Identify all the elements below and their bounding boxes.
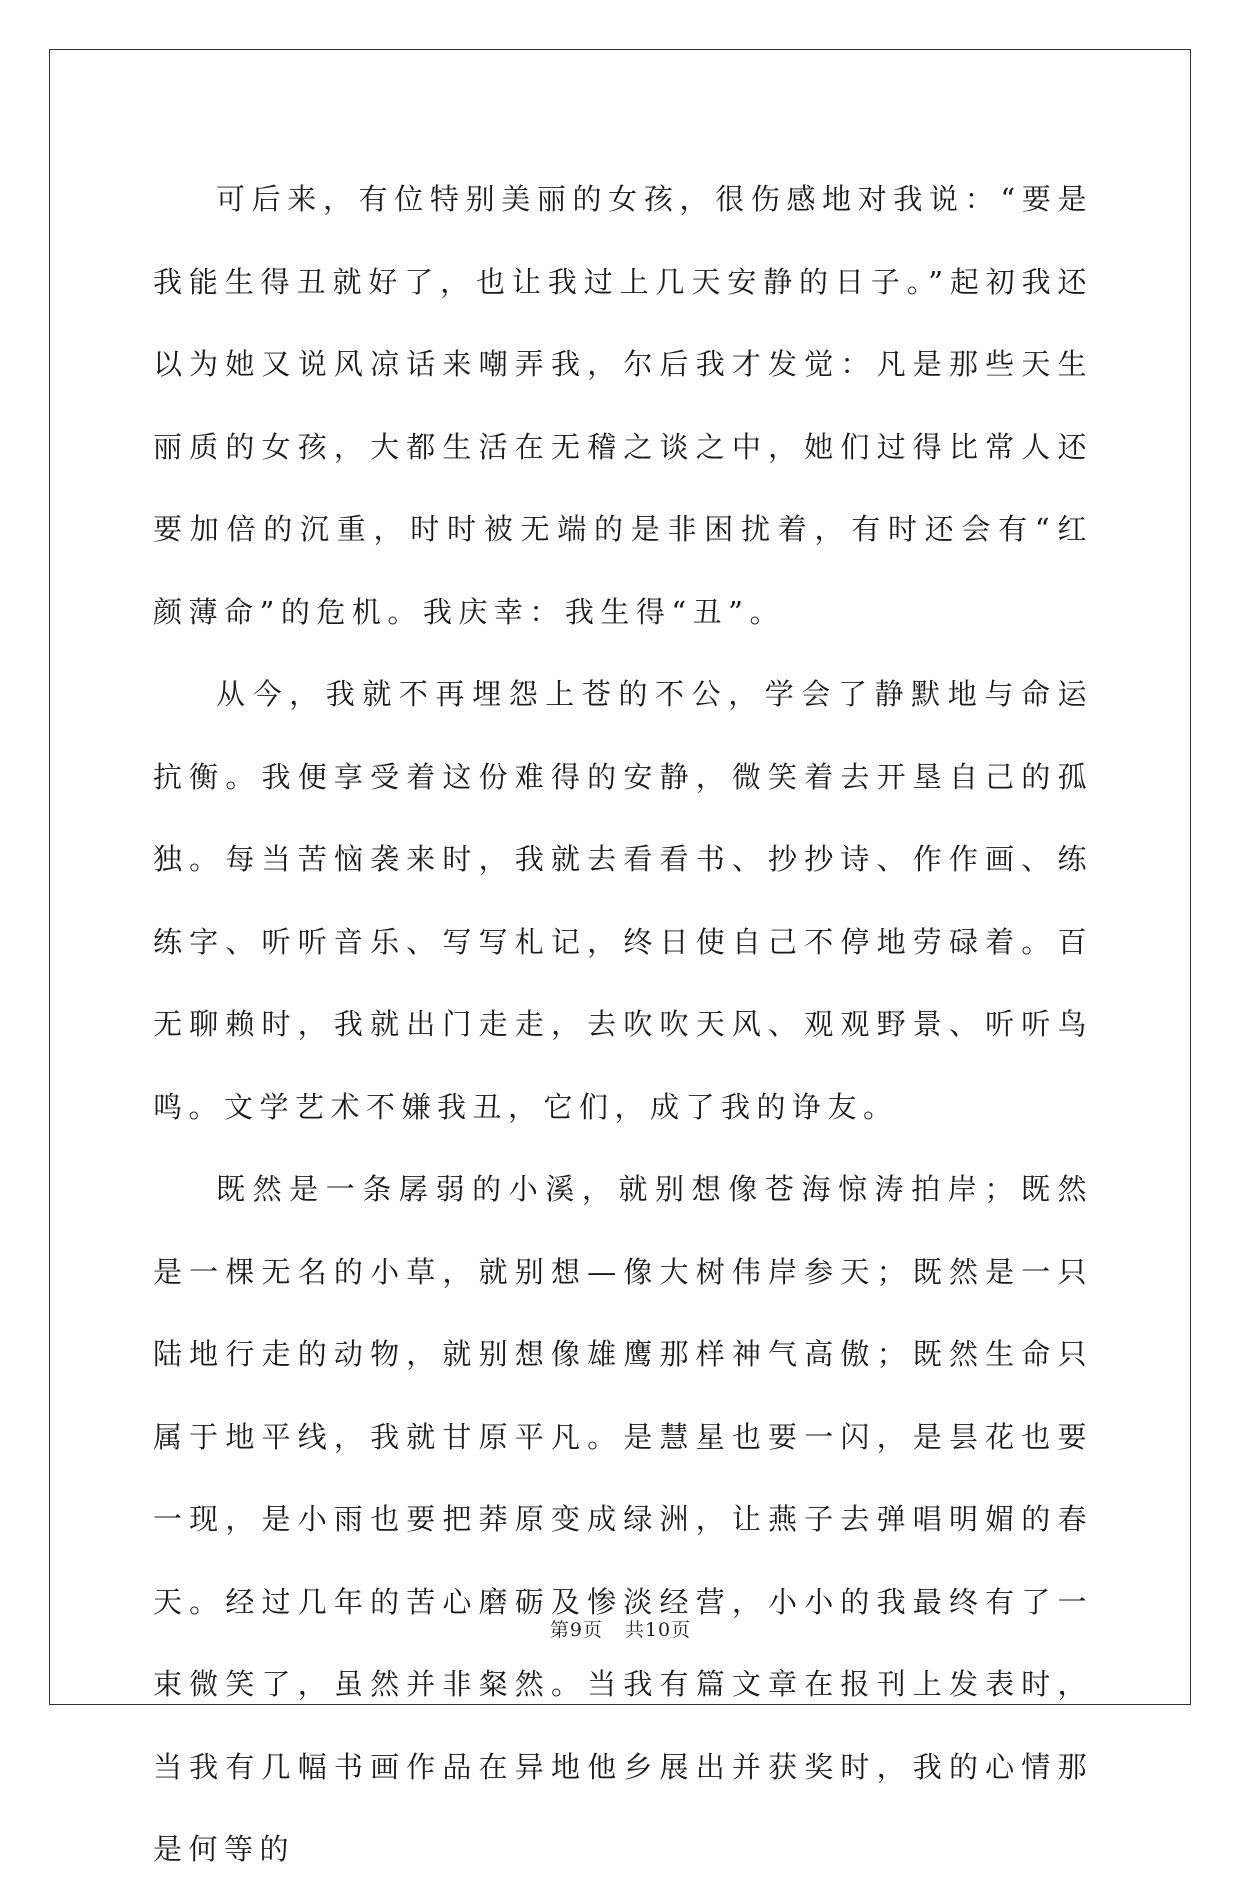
paragraph: 从今，我就不再埋怨上苍的不公，学会了静默地与命运抗衡。我便享受着这份难得的安静，微笑着去开垦自己的孤独。每当苦恼袭来时，我就去看看书、抄抄诗、作作画、练练字、听听音乐、写写札记，终日使自己不停地劳碌着。百无聊赖时，我就出门走走，去吹吹天风、观观野景、听听鸟鸣。文学艺术不嫌我丑，它们，成了我的诤友。 bbox=[153, 677, 1093, 1124]
page-footer bbox=[0, 1618, 1241, 1642]
page-number: 第9页 bbox=[549, 1619, 603, 1641]
paragraph: 可后来，有位特别美丽的女孩，很伤感地对我说：“要是我能生得丑就好了，也让我过上几天安静的日子。”起初我还以为她又说风凉话来嘲弄我，尔后我才发觉：凡是那些天生丽质的女孩，大都生活在无稽之谈之中，她们过得比常人还要加倍的沉重，时时被无端的是非困扰着，有时还会有“红颜薄命”的危机。我庆幸：我生得“丑”。 bbox=[153, 182, 1093, 629]
paragraph: 既然是一条孱弱的小溪，就别想像苍海惊涛拍岸；既然是一棵无名的小草，就别想—像大树伟岸参天；既然是一只陆地行走的动物，就别想像雄鹰那样神气高傲；既然生命只属于地平线，我就甘原平凡。是慧星也要一闪，是昙花也要一现，是小雨也要把莽原变成绿洲，让燕子去弹唱明媚的春天。经过几年的苦心磨砺及惨淡经营，小小的我最终有了一束微笑了，虽然并非粲然。当我有篇文章在报刊上发表时，当我有几幅书画作品在异地他乡展出并获奖时，我的心情那是何等的 bbox=[153, 1172, 1093, 1866]
page-total: 共10页 bbox=[624, 1619, 692, 1641]
